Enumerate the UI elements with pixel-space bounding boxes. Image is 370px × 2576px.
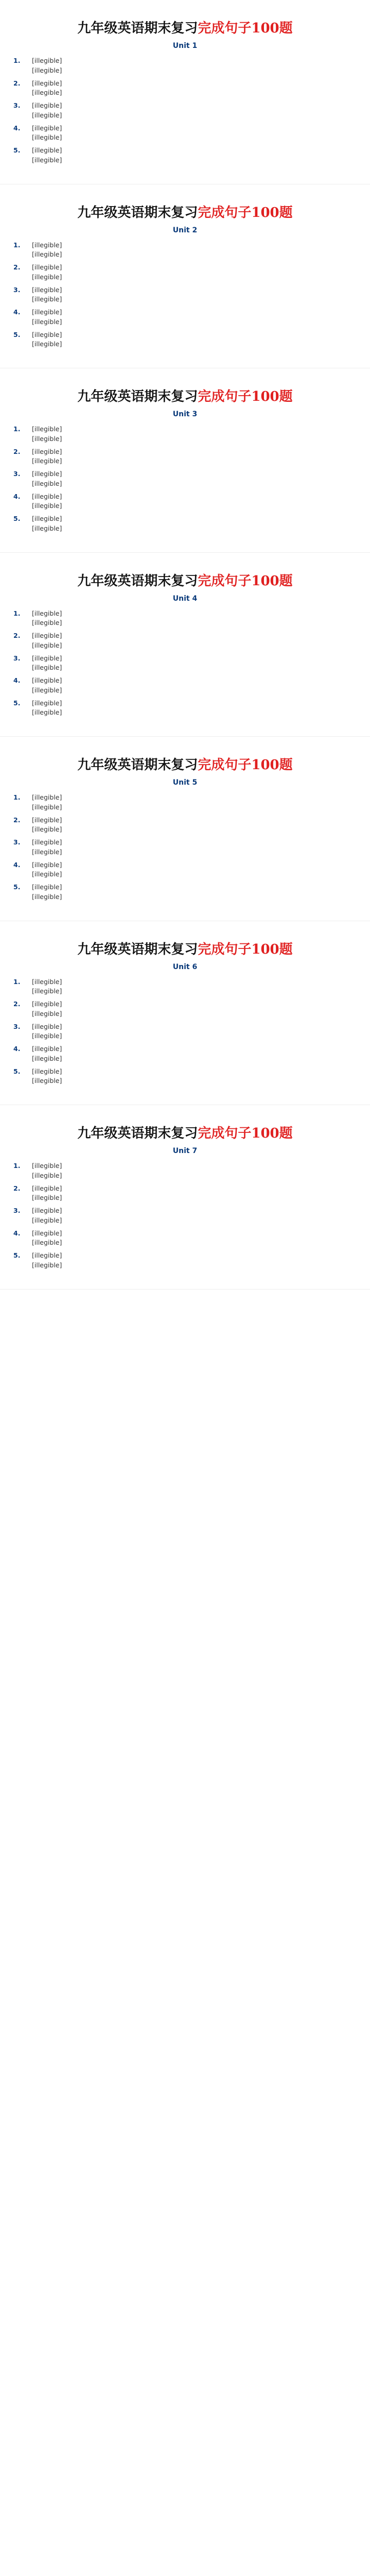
item-chinese-prompt: [illegible] bbox=[32, 1184, 62, 1192]
item-chinese-prompt: [illegible] bbox=[32, 330, 62, 338]
page-title-banner bbox=[13, 754, 357, 773]
title-prefix: 九年级英语期末复习 bbox=[77, 757, 198, 773]
item-text bbox=[32, 425, 357, 444]
item-chinese-prompt: [illegible] bbox=[32, 1000, 62, 1008]
item-text bbox=[32, 699, 357, 718]
item-chinese-prompt: [illegible] bbox=[32, 609, 62, 617]
unit-label: Unit 6 bbox=[172, 962, 198, 971]
item-chinese-prompt: [illegible] bbox=[32, 1045, 62, 1053]
item-number: 4. bbox=[13, 1045, 21, 1053]
item-number: 4. bbox=[13, 676, 21, 684]
item-number: 4. bbox=[13, 124, 21, 132]
item-english-sentence: [illegible] bbox=[32, 987, 62, 995]
item-chinese-prompt: [illegible] bbox=[32, 101, 62, 109]
page-title-banner bbox=[13, 386, 357, 405]
exercise-item bbox=[13, 1184, 357, 1204]
item-english-sentence: [illegible] bbox=[32, 1054, 62, 1062]
item-chinese-prompt: [illegible] bbox=[32, 676, 62, 684]
item-text bbox=[32, 56, 357, 76]
exercise-item bbox=[13, 146, 357, 165]
title-prefix: 九年级英语期末复习 bbox=[77, 205, 198, 221]
exercise-item bbox=[13, 308, 357, 327]
item-text bbox=[32, 654, 357, 673]
exercise-item bbox=[13, 1206, 357, 1226]
item-chinese-prompt: [illegible] bbox=[32, 632, 62, 639]
item-text bbox=[32, 1251, 357, 1270]
item-text bbox=[32, 838, 357, 857]
item-text bbox=[32, 1044, 357, 1064]
unit-label: Unit 3 bbox=[172, 410, 198, 418]
item-number: 1. bbox=[13, 609, 21, 617]
exercise-item bbox=[13, 492, 357, 512]
item-chinese-prompt: [illegible] bbox=[32, 425, 62, 433]
unit-label: Unit 1 bbox=[172, 42, 198, 50]
item-chinese-prompt: [illegible] bbox=[32, 124, 62, 132]
title-prefix: 九年级英语期末复习 bbox=[77, 573, 198, 589]
exercise-item bbox=[13, 124, 357, 143]
item-chinese-prompt: [illegible] bbox=[32, 1162, 62, 1170]
title-accent: 完成句子100题 bbox=[198, 1126, 293, 1141]
item-text bbox=[32, 676, 357, 696]
item-number: 4. bbox=[13, 492, 21, 500]
unit-label: Unit 4 bbox=[172, 594, 198, 603]
page-title-banner bbox=[13, 939, 357, 958]
exercise-item bbox=[13, 793, 357, 812]
item-english-sentence: [illegible] bbox=[32, 133, 62, 142]
title-prefix: 九年级英语期末复习 bbox=[77, 21, 198, 36]
item-english-sentence: [illegible] bbox=[32, 457, 62, 465]
item-text bbox=[32, 308, 357, 327]
item-chinese-prompt: [illegible] bbox=[32, 977, 62, 986]
item-text bbox=[32, 1206, 357, 1226]
item-english-sentence: [illegible] bbox=[32, 870, 62, 878]
item-number: 2. bbox=[13, 1000, 21, 1008]
unit-label: Unit 2 bbox=[172, 226, 198, 234]
item-number: 5. bbox=[13, 1067, 21, 1075]
item-chinese-prompt: [illegible] bbox=[32, 699, 62, 707]
exercise-item bbox=[13, 631, 357, 651]
exercise-item bbox=[13, 56, 357, 76]
exercise-item bbox=[13, 609, 357, 629]
item-english-sentence: [illegible] bbox=[32, 317, 62, 326]
item-text bbox=[32, 883, 357, 902]
title-prefix: 九年级英语期末复习 bbox=[77, 941, 198, 957]
unit-section bbox=[0, 553, 370, 737]
item-text bbox=[32, 1022, 357, 1042]
item-english-sentence: [illegible] bbox=[32, 848, 62, 856]
item-chinese-prompt: [illegible] bbox=[32, 470, 62, 478]
exercise-item bbox=[13, 514, 357, 534]
exercise-item bbox=[13, 241, 357, 260]
exercise-item bbox=[13, 676, 357, 696]
item-chinese-prompt: [illegible] bbox=[32, 447, 62, 455]
unit-label: Unit 7 bbox=[172, 1147, 198, 1155]
exercise-item bbox=[13, 469, 357, 489]
item-text bbox=[32, 285, 357, 305]
item-text bbox=[32, 124, 357, 143]
item-text bbox=[32, 330, 357, 350]
title-accent: 完成句子100题 bbox=[198, 573, 293, 589]
item-chinese-prompt: [illegible] bbox=[32, 57, 62, 64]
item-text bbox=[32, 816, 357, 835]
item-english-sentence: [illegible] bbox=[32, 66, 62, 74]
title-accent: 完成句子100题 bbox=[198, 389, 293, 404]
item-number: 3. bbox=[13, 654, 21, 662]
item-number: 4. bbox=[13, 308, 21, 316]
item-text bbox=[32, 793, 357, 812]
exercise-item bbox=[13, 285, 357, 305]
item-number: 1. bbox=[13, 425, 21, 433]
title-accent: 完成句子100题 bbox=[198, 21, 293, 36]
item-chinese-prompt: [illegible] bbox=[32, 1251, 62, 1259]
page-title-banner bbox=[13, 1123, 357, 1142]
item-number: 3. bbox=[13, 1022, 21, 1030]
item-chinese-prompt: [illegible] bbox=[32, 1229, 62, 1237]
item-english-sentence: [illegible] bbox=[32, 1216, 62, 1224]
item-text bbox=[32, 1229, 357, 1248]
item-chinese-prompt: [illegible] bbox=[32, 1207, 62, 1214]
exercise-item bbox=[13, 101, 357, 121]
item-english-sentence: [illegible] bbox=[32, 273, 62, 281]
unit-section bbox=[0, 0, 370, 184]
item-english-sentence: [illegible] bbox=[32, 156, 62, 164]
item-english-sentence: [illegible] bbox=[32, 1077, 62, 1085]
item-english-sentence: [illegible] bbox=[32, 502, 62, 510]
item-chinese-prompt: [illegible] bbox=[32, 793, 62, 801]
exercise-item bbox=[13, 263, 357, 282]
item-text bbox=[32, 263, 357, 282]
item-chinese-prompt: [illegible] bbox=[32, 263, 62, 271]
item-number: 1. bbox=[13, 977, 21, 986]
item-text bbox=[32, 1184, 357, 1204]
exercise-item bbox=[13, 838, 357, 857]
item-number: 1. bbox=[13, 1162, 21, 1170]
item-number: 3. bbox=[13, 101, 21, 109]
item-text bbox=[32, 492, 357, 512]
exercise-item bbox=[13, 330, 357, 350]
item-english-sentence: [illegible] bbox=[32, 1239, 62, 1247]
item-chinese-prompt: [illegible] bbox=[32, 838, 62, 846]
exercise-item bbox=[13, 883, 357, 902]
item-english-sentence: [illegible] bbox=[32, 686, 62, 694]
item-text bbox=[32, 1161, 357, 1181]
title-accent: 完成句子100题 bbox=[198, 205, 293, 221]
item-chinese-prompt: [illegible] bbox=[32, 816, 62, 824]
item-chinese-prompt: [illegible] bbox=[32, 308, 62, 316]
item-chinese-prompt: [illegible] bbox=[32, 241, 62, 249]
item-text bbox=[32, 631, 357, 651]
item-number: 4. bbox=[13, 860, 21, 869]
item-english-sentence: [illegible] bbox=[32, 825, 62, 834]
item-english-sentence: [illegible] bbox=[32, 1171, 62, 1179]
item-number: 3. bbox=[13, 285, 21, 294]
item-number: 3. bbox=[13, 1207, 21, 1214]
exercise-item bbox=[13, 977, 357, 997]
item-chinese-prompt: [illegible] bbox=[32, 79, 62, 87]
exercise-item bbox=[13, 1251, 357, 1270]
exercise-item bbox=[13, 425, 357, 444]
title-prefix: 九年级英语期末复习 bbox=[77, 1126, 198, 1141]
item-number: 2. bbox=[13, 1184, 21, 1192]
title-accent: 完成句子100题 bbox=[198, 941, 293, 957]
exercise-item bbox=[13, 860, 357, 880]
item-number: 5. bbox=[13, 330, 21, 338]
item-number: 2. bbox=[13, 447, 21, 455]
item-number: 5. bbox=[13, 146, 21, 154]
item-text bbox=[32, 79, 357, 98]
item-english-sentence: [illegible] bbox=[32, 89, 62, 97]
item-english-sentence: [illegible] bbox=[32, 1009, 62, 1018]
exercise-item bbox=[13, 1161, 357, 1181]
exercise-item bbox=[13, 654, 357, 673]
item-text bbox=[32, 999, 357, 1019]
exercise-item bbox=[13, 447, 357, 467]
exercise-item bbox=[13, 1067, 357, 1087]
item-english-sentence: [illegible] bbox=[32, 250, 62, 259]
item-text bbox=[32, 447, 357, 467]
item-chinese-prompt: [illegible] bbox=[32, 1022, 62, 1030]
item-english-sentence: [illegible] bbox=[32, 664, 62, 672]
item-number: 5. bbox=[13, 1251, 21, 1259]
item-english-sentence: [illegible] bbox=[32, 619, 62, 627]
item-number: 4. bbox=[13, 1229, 21, 1237]
item-number: 1. bbox=[13, 241, 21, 249]
unit-section bbox=[0, 737, 370, 921]
item-english-sentence: [illegible] bbox=[32, 641, 62, 649]
item-text bbox=[32, 241, 357, 260]
item-english-sentence: [illegible] bbox=[32, 340, 62, 348]
item-text bbox=[32, 146, 357, 165]
item-number: 1. bbox=[13, 57, 21, 64]
item-text bbox=[32, 469, 357, 489]
unit-label: Unit 5 bbox=[172, 778, 198, 787]
item-number: 5. bbox=[13, 883, 21, 891]
title-prefix: 九年级英语期末复习 bbox=[77, 389, 198, 404]
item-text bbox=[32, 860, 357, 880]
item-number: 5. bbox=[13, 515, 21, 522]
item-english-sentence: [illegible] bbox=[32, 111, 62, 119]
item-number: 2. bbox=[13, 816, 21, 824]
unit-section bbox=[0, 184, 370, 369]
exercise-item bbox=[13, 79, 357, 98]
exercise-item bbox=[13, 699, 357, 718]
page-title-banner bbox=[13, 202, 357, 221]
item-english-sentence: [illegible] bbox=[32, 295, 62, 303]
item-english-sentence: [illegible] bbox=[32, 1194, 62, 1202]
item-chinese-prompt: [illegible] bbox=[32, 146, 62, 154]
item-chinese-prompt: [illegible] bbox=[32, 492, 62, 500]
item-chinese-prompt: [illegible] bbox=[32, 1067, 62, 1075]
item-text bbox=[32, 514, 357, 534]
title-accent: 完成句子100题 bbox=[198, 757, 293, 773]
item-english-sentence: [illegible] bbox=[32, 479, 62, 487]
unit-section bbox=[0, 368, 370, 553]
item-number: 2. bbox=[13, 263, 21, 271]
item-number: 1. bbox=[13, 793, 21, 801]
item-english-sentence: [illegible] bbox=[32, 434, 62, 443]
exercise-item bbox=[13, 1022, 357, 1042]
unit-section bbox=[0, 921, 370, 1106]
item-text bbox=[32, 977, 357, 997]
item-english-sentence: [illegible] bbox=[32, 524, 62, 532]
item-number: 3. bbox=[13, 838, 21, 846]
exercise-item bbox=[13, 1229, 357, 1248]
item-english-sentence: [illegible] bbox=[32, 803, 62, 811]
item-number: 2. bbox=[13, 632, 21, 639]
item-chinese-prompt: [illegible] bbox=[32, 883, 62, 891]
item-text bbox=[32, 609, 357, 629]
item-chinese-prompt: [illegible] bbox=[32, 515, 62, 522]
item-chinese-prompt: [illegible] bbox=[32, 860, 62, 869]
item-english-sentence: [illegible] bbox=[32, 708, 62, 717]
item-english-sentence: [illegible] bbox=[32, 1261, 62, 1269]
item-chinese-prompt: [illegible] bbox=[32, 654, 62, 662]
page-title-banner bbox=[13, 570, 357, 589]
item-number: 5. bbox=[13, 699, 21, 707]
exercise-item bbox=[13, 816, 357, 835]
page-title-banner bbox=[13, 18, 357, 37]
unit-section bbox=[0, 1105, 370, 1290]
item-english-sentence: [illegible] bbox=[32, 1032, 62, 1040]
exercise-item bbox=[13, 1044, 357, 1064]
item-number: 3. bbox=[13, 470, 21, 478]
item-number: 2. bbox=[13, 79, 21, 87]
item-text bbox=[32, 1067, 357, 1087]
item-chinese-prompt: [illegible] bbox=[32, 285, 62, 294]
item-english-sentence: [illegible] bbox=[32, 892, 62, 901]
item-text bbox=[32, 101, 357, 121]
exercise-item bbox=[13, 999, 357, 1019]
